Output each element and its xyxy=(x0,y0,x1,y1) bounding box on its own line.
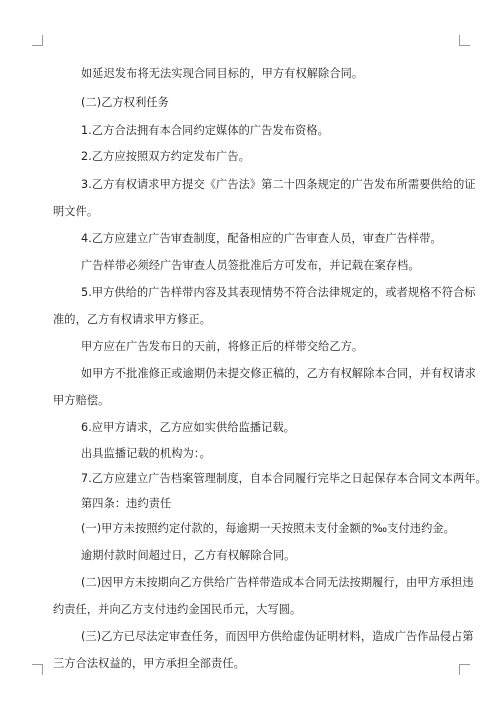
text-line: (一)甲方未按照约定付款的，每逾期一天按照未支付金额的‰支付违约金。 xyxy=(81,522,455,535)
text-line: 7.乙方应建立广告档案管理制度，自本合同履行完毕之日起保存本合同文本两年。 xyxy=(81,472,487,485)
text-line: 4.乙方应建立广告审查制度，配备相应的广告审查人员，审查广告样带。 xyxy=(81,232,442,245)
text-line: 如延迟发布将无法实现合同目标的，甲方有权解除合同。 xyxy=(81,67,364,80)
text-line: 准的，乙方有权请求甲方修正。 xyxy=(53,313,212,326)
text-line: 1.乙方合法拥有本合同约定媒体的广告发布资格。 xyxy=(81,124,329,137)
text-line: 广告样带必须经广告审查人员签批准后方可发布，并记载在案存档。 xyxy=(81,259,420,272)
text-line: 6.应甲方请求，乙方应如实供给监播记载。 xyxy=(81,421,296,434)
text-line: 逾期付款时间超过日，乙方有权解除合同。 xyxy=(81,549,296,562)
text-line: 5.甲方供给的广告样带内容及其表现情势不符合法律规定的，或者规格不符合标 xyxy=(81,286,476,299)
text-line: 约责任，并向乙方支付违约金国民币元，大写圆。 xyxy=(53,603,302,616)
article-heading: 第四条：违约责任 xyxy=(81,497,172,510)
text-line: 3.乙方有权请求甲方提交《广告法》第二十四条规定的广告发布所需要供给的证 xyxy=(81,178,476,191)
text-line: (三)乙方已尽法定审查任务，而因甲方供给虚伪证明材料，造成广告作品侵占第 xyxy=(81,630,474,643)
text-line: (二)因甲方未按期向乙方供给广告样带造成本合同无法按期履行，由甲方承担违 xyxy=(81,576,474,589)
text-line: 如甲方不批准修正或逾期仍未提交修正稿的，乙方有权解除本合同，并有权请求 xyxy=(81,367,477,380)
text-line: 2.乙方应按照双方约定发布广告。 xyxy=(81,150,250,163)
section-heading: (二)乙方权利任务 xyxy=(81,96,169,109)
text-line: 明文件。 xyxy=(53,205,99,218)
text-line: 出具监播记载的机构为：。 xyxy=(81,447,211,460)
text-line: 甲方应在广告发布日的天前，将修正后的样带交给乙方。 xyxy=(81,340,364,353)
text-line: 甲方赔偿。 xyxy=(53,394,110,407)
text-line: 三方合法权益的，甲方承担全部责任。 xyxy=(53,657,245,670)
